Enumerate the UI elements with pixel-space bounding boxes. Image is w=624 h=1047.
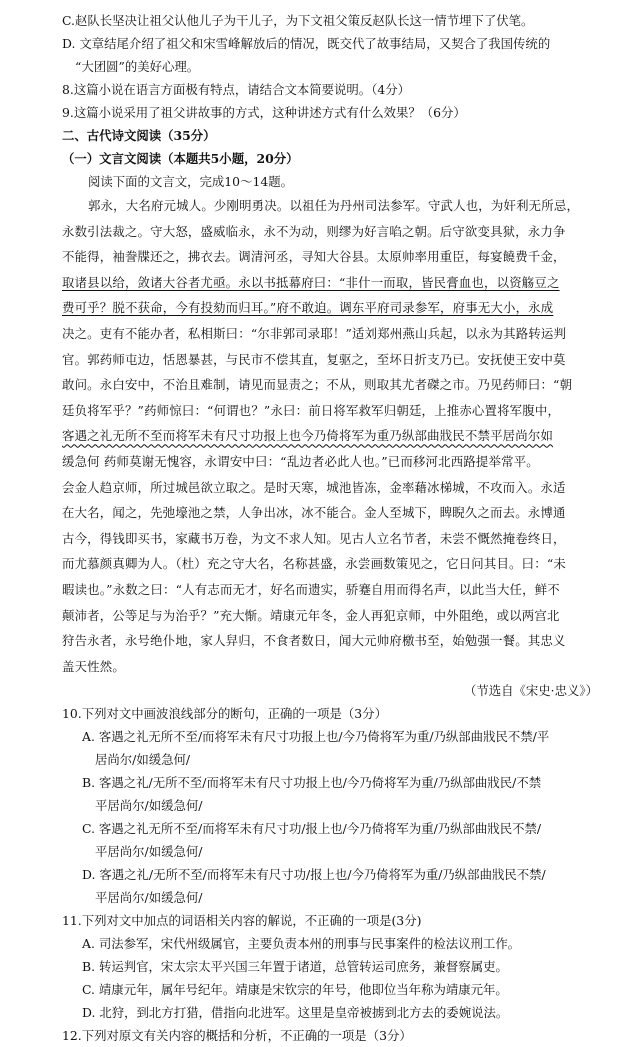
passage-line-underlined: 费可乎？脱不获命，今有投劾而归耳。”府不敢迫。调东平府司录参军，府事无大小，永成	[62, 300, 554, 316]
passage-line: 廷负将军乎？”药师惊曰：“何谓也？”永曰：前日将军救军归朝廷，上推赤心置将军腹中，	[62, 402, 561, 418]
question-10-option-c: C. 客遇之礼无所不至/而将军未有尺寸功/报上也/今乃倚将军为重/乃纵部曲戕民不禁/	[82, 821, 542, 837]
passage-line: 不能得，袖誊牒还之，拂衣去。调清河丞，寻知大谷县。太原帅率用重臣，每宴饒费千金，	[62, 249, 566, 265]
passage-line: 而尤慕颜真卿为人。（杜）充之守大名，名称甚盛，永尝画数策见之，它日问其目。曰：“未	[62, 556, 566, 572]
question-10-option-c-cont: 平居尚尔/如缓急何/	[95, 844, 203, 860]
passage-line: 缓急何 药师莫谢无愧容，永谓安中曰：“乱边者必此人也。”已而移河北西路提举常平。	[62, 453, 539, 469]
classical-passage	[62, 193, 602, 679]
question-11-option-c: C. 靖康元年，属年号纪年。靖康是宋钦宗的年号，他即位当年称为靖康元年。	[82, 982, 508, 998]
question-10-option-d: D. 客遇之礼/无所不至/而将军未有尺寸功/报上也/今乃倚将军为重/乃纵部曲戕民不禁/	[82, 867, 546, 883]
passage-line: 古今，得钱即买书，家藏书万卷，为文不求人知。见古人立名节者，未尝不慨然掩卷终日，	[62, 530, 566, 546]
question-10	[62, 702, 602, 909]
previous-questions	[62, 9, 602, 124]
question-11-option-d: D. 北狩，到北方打猎，借指向北进军。这里是皇帝被掳到北方去的委婉说法。	[82, 1005, 509, 1021]
passage-line: 暇读也。”永数之曰：“人有志而无才，好名而遗实，骄蹇自用而得名声，以此当大任，鲜不	[62, 581, 560, 597]
question-10-option-b: B. 客遇之礼/无所不至/而将军未有尺寸功报上也/今乃倚将军为重/乃纵部曲戕民/不禁	[82, 775, 542, 791]
passage-line: 敢问。永白安中，不治且难制，请见而显责之；不从，则取其尤者磔之市。乃见药师曰：“朝	[62, 377, 573, 393]
question-10-option-a-cont: 居尚尔/如缓急何/	[95, 752, 191, 768]
passage-line: 盖天性然。	[62, 658, 125, 674]
passage-line: 会金人趋京师，所过城邑欲立取之。是时天寒，城池皆冻，金率藉冰梯城，不攻而入。永适	[62, 479, 566, 495]
passage-line-wavy: 客遇之礼无所不至而将军未有尺寸功报上也今乃倚将军为重乃纵部曲戕民不禁平居尚尔如	[62, 428, 554, 444]
section-2-subtitle: （一）文言文阅读（本题共5小题，20分）	[62, 151, 299, 166]
question-10-stem: 10.下列对文中画波浪线部分的断句，正确的一项是（3分）	[62, 706, 387, 722]
question-11-option-a: A. 司法参军，宋代州级属官，主要负责本州的刑事与民事案件的检法议刑工作。	[82, 936, 521, 952]
reading-instruction: 阅读下面的文言文，完成10～14题。	[88, 174, 294, 189]
passage-line: 永数引法裁之。守大怒，盛威临永，永不为动，则缪为好言啗之朝。后守欲变具狱，永力争	[62, 223, 566, 239]
question-11-option-b: B. 转运判官，宋太宗太平兴国三年置于诸道，总管转运司庶务，兼督察属吏。	[82, 959, 508, 975]
question-10-option-d-cont: 平居尚尔/如缓急何/	[95, 890, 203, 906]
passage-line: 在大名，闻之，先弛壕池之禁，人争出冰，冰不能合。金人至城下，睥睨久之而去。永博通	[62, 505, 566, 521]
option-d-continued: “大团圆”的美好心理。	[75, 59, 200, 74]
question-10-option-a: A. 客遇之礼无所不至/而将军未有尺寸功报上也/今乃倚将军为重/乃纵部曲戕民不禁/平	[82, 729, 550, 745]
question-12-stem: 12.下列对原文有关内容的概括和分析，不正确的一项是（3分）	[62, 1028, 412, 1044]
passage-line: 郭永，大名府元城人。少刚明勇决。以祖任为丹州司法参军。守武人也，为奸利无所忌，	[88, 198, 580, 213]
passage-line: 狩告永者，永号绝仆地，家人舁归，不食者数日，闻大元帅府檄书至，始勉强一餐。其忠义	[62, 633, 566, 649]
question-9: 9.这篇小说采用了祖父讲故事的方式，这种讲述方式有什么效果？（6分）	[62, 105, 466, 120]
question-10-option-b-cont: 平居尚尔/如缓急何/	[95, 798, 203, 814]
question-11	[62, 909, 602, 1024]
passage-source: （节选自《宋史·忠义》）	[463, 683, 598, 699]
passage-line-underlined: 取诸县以给，敛诸大谷者尤亟。永以书抵幕府曰：“非什一而取，皆民膏血也，以资觞豆之	[62, 274, 560, 290]
section-2-title: 二、古代诗文阅读（35分）	[62, 128, 216, 143]
option-d-line: D. 文章结尾介绍了祖父和宋雪峰解放后的情况，既交代了故事结局，又契合了我国传统的	[62, 36, 551, 51]
passage-line: 官。郭药师屯边，恬恩暴甚，与民市不偿其直，复驱之，至坏日折支乃已。安抚使王安中莫	[62, 351, 566, 367]
question-8: 8.这篇小说在语言方面极有特点，请结合文本简要说明。（4分）	[62, 82, 411, 97]
passage-line: 颠沛者，公等足与为治乎？”充大惭。靖康元年冬，金人再犯京师，中外阻绝，或以两宫北	[62, 607, 560, 623]
option-c-line: C.赵队长坚决让祖父认他儿子为干儿子，为下文祖父策反赵队长这一情节埋下了伏笔。	[62, 13, 534, 28]
document-page	[62, 9, 602, 1047]
question-11-stem: 11.下列对文中加点的词语相关内容的解说，不正确的一项是(3分)	[62, 913, 422, 929]
passage-line: 决之。吏有不能办者，私相斯曰：“尔非郭司录耶！”适刘郑州燕山兵起，以永为其路转运判	[62, 325, 567, 341]
